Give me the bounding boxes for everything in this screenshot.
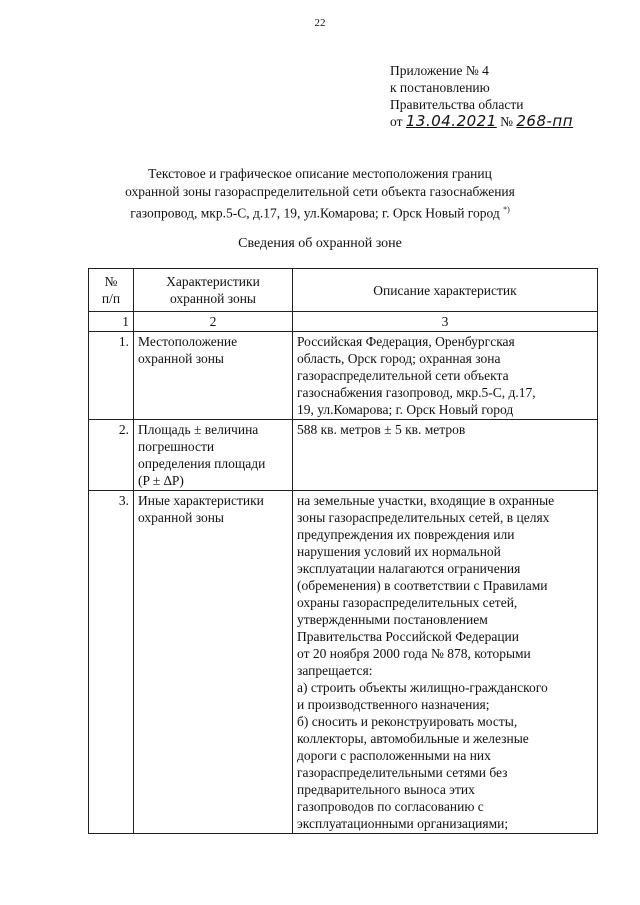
number-prefix: № xyxy=(500,114,514,129)
appendix-date-line xyxy=(390,113,573,130)
appendix-line-2: к постановлению xyxy=(390,80,490,95)
date-prefix: от xyxy=(390,114,403,129)
appendix-line-3: Правительства области xyxy=(390,97,524,112)
title-line-2: охранной зоны газораспределительной сети объекта газоснабжения xyxy=(125,184,515,199)
header-description: Описание характеристик xyxy=(293,269,598,312)
title-line-1: Текстовое и графическое описание местоположения границ xyxy=(148,166,492,181)
row-characteristic: Местоположение охранной зоны xyxy=(134,332,293,420)
row-description: на земельные участки, входящие в охранные зоны газораспределительных сетей, в целях предупреждения их повреждения или нарушения условий их нормальной эксплуатации налагаются ограничения (обременения) в соответствии с Правилами охраны газораспределительных сетей, утвержденными постановлением Правительства Российской Федерации от 20 ноября 2000 года № 878, которыми запрещается: а) строить объекты жилищно-гражданского и производственного назначения; б) сносить и реконструировать мосты, коллекторы, автомобильные и железные дороги с расположенными на них газораспределительными сетями без предварительного выноса этих газопроводов по согласованию с эксплуатационными организациями; xyxy=(293,491,598,834)
row-number: 3. xyxy=(89,491,134,834)
header-characteristics: Характеристики охранной зоны xyxy=(134,269,293,312)
table-row xyxy=(89,491,598,834)
column-number: 1 xyxy=(89,312,134,332)
row-characteristic: Иные характеристики охранной зоны xyxy=(134,491,293,834)
appendix-line-1: Приложение № 4 xyxy=(390,63,489,78)
row-description: Российская Федерация, Оренбургская область, Орск город; охранная зона газораспределительной сети объекта газоснабжения газопровод, мкр.5-С, д.17, 19, ул.Комарова; г. Орск Новый город xyxy=(293,332,598,420)
column-number: 3 xyxy=(293,312,598,332)
column-number-row xyxy=(89,312,598,332)
footnote-mark: *) xyxy=(503,205,510,214)
column-number: 2 xyxy=(134,312,293,332)
header-number: № п/п xyxy=(89,269,134,312)
row-description: 588 кв. метров ± 5 кв. метров xyxy=(293,420,598,491)
page-number: 22 xyxy=(314,17,326,29)
table-row xyxy=(89,332,598,420)
row-number: 2. xyxy=(89,420,134,491)
row-characteristic: Площадь ± величина погрешности определения площади (P ± ∆P) xyxy=(134,420,293,491)
zone-info-table xyxy=(88,268,598,834)
document-title xyxy=(20,165,620,223)
handwritten-number: 268-пп xyxy=(516,112,574,130)
title-line-3: газопровод, мкр.5-С, д.17, 19, ул.Комарова; г. Орск Новый город *) xyxy=(130,205,510,221)
table-row xyxy=(89,420,598,491)
appendix-block xyxy=(390,62,573,130)
handwritten-date: 13.04.2021 xyxy=(405,112,497,130)
table-header-row xyxy=(89,269,598,312)
section-subtitle: Сведения об охранной зоне xyxy=(238,236,402,251)
row-number: 1. xyxy=(89,332,134,420)
